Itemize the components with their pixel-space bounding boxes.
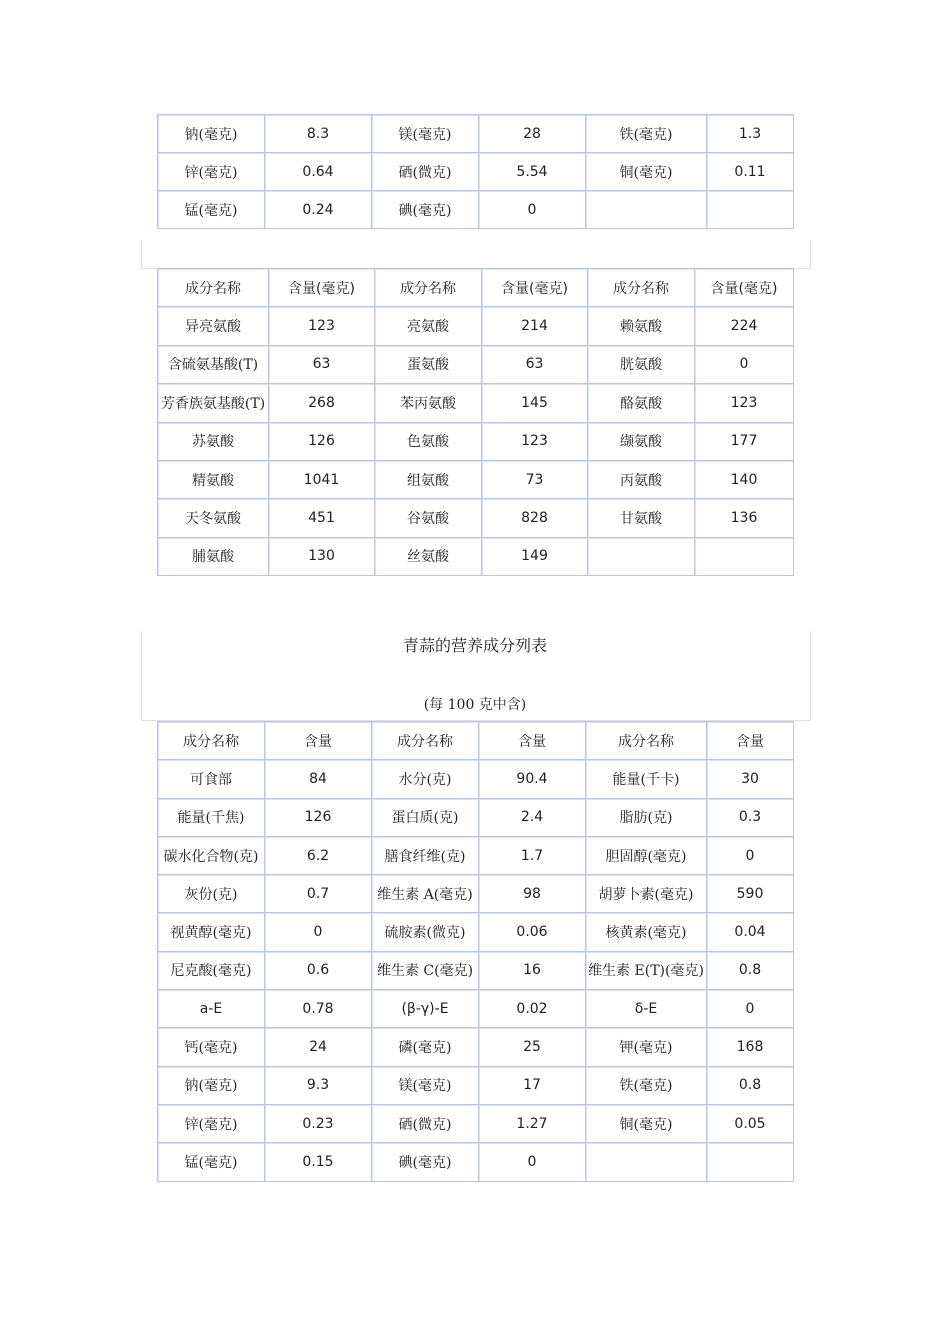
nutrient-value-cell: 0.3 <box>707 798 794 836</box>
nutrient-name-cell: 脯氨酸 <box>158 537 269 575</box>
nutrient-table <box>157 721 794 1182</box>
nutrient-name-cell: 异亮氨酸 <box>158 307 269 345</box>
nutrient-name-cell: 芳香族氨基酸(T) <box>158 384 269 422</box>
nutrient-name-cell: 维生素 A(毫克) <box>372 875 479 913</box>
nutrient-value-cell: 149 <box>482 537 588 575</box>
nutrient-value-cell: 0 <box>479 1143 586 1181</box>
column-header: 含量 <box>707 722 794 760</box>
nutrient-name-cell: (β-γ)-E <box>372 990 479 1028</box>
nutrient-value-cell: 0.24 <box>265 191 372 229</box>
nutrient-value-cell: 0.8 <box>707 951 794 989</box>
nutrient-value-cell: 0 <box>695 345 794 383</box>
nutrient-value-cell <box>707 191 794 229</box>
nutrient-value-cell: 0.78 <box>265 990 372 1028</box>
nutrient-value-cell <box>707 1143 794 1181</box>
nutrient-name-cell: 硒(微克) <box>372 153 479 191</box>
nutrient-value-cell: 268 <box>269 384 375 422</box>
column-header: 含量 <box>479 722 586 760</box>
nutrient-value-cell: 2.4 <box>479 798 586 836</box>
nutrient-name-cell: 铁(毫克) <box>586 1066 707 1104</box>
nutrient-value-cell: 24 <box>265 1028 372 1066</box>
nutrient-name-cell: 亮氨酸 <box>375 307 482 345</box>
nutrient-name-cell: 色氨酸 <box>375 422 482 460</box>
nutrient-value-cell: 0.04 <box>707 913 794 951</box>
nutrient-name-cell <box>588 537 695 575</box>
nutrient-name-cell: 钙(毫克) <box>158 1028 265 1066</box>
nutrient-value-cell: 0 <box>707 990 794 1028</box>
nutrient-value-cell: 1.3 <box>707 115 794 153</box>
nutrient-value-cell: 0.15 <box>265 1143 372 1181</box>
table-row <box>158 1104 794 1142</box>
nutrient-name-cell: 苯丙氨酸 <box>375 384 482 422</box>
table-row <box>158 990 794 1028</box>
nutrient-value-cell: 90.4 <box>479 760 586 798</box>
page-title: 青蒜的营养成分列表 <box>402 636 547 655</box>
table-row <box>158 384 794 422</box>
nutrient-value-cell: 123 <box>695 384 794 422</box>
nutrient-name-cell: 水分(克) <box>372 760 479 798</box>
table-row <box>158 307 794 345</box>
table-row <box>158 115 794 153</box>
nutrient-name-cell: 核黄素(毫克) <box>586 913 707 951</box>
nutrient-value-cell: 25 <box>479 1028 586 1066</box>
table-row <box>158 951 794 989</box>
nutrient-value-cell: 214 <box>482 307 588 345</box>
nutrient-name-cell: 缬氨酸 <box>588 422 695 460</box>
table-header-row <box>158 269 794 307</box>
nutrient-name-cell: 硒(微克) <box>372 1104 479 1142</box>
nutrient-value-cell <box>695 537 794 575</box>
table-row <box>158 875 794 913</box>
nutrient-value-cell: 126 <box>269 422 375 460</box>
nutrient-name-cell: 硫胺素(微克) <box>372 913 479 951</box>
table-row <box>158 191 794 229</box>
nutrient-value-cell: 9.3 <box>265 1066 372 1104</box>
table-row <box>158 499 794 537</box>
nutrient-value-cell: 0.6 <box>265 951 372 989</box>
nutrient-name-cell <box>586 191 707 229</box>
nutrient-name-cell: δ-E <box>586 990 707 1028</box>
nutrient-value-cell: 0.7 <box>265 875 372 913</box>
nutrient-name-cell: 膳食纤维(克) <box>372 836 479 874</box>
page-subtitle: (每 100 克中含) <box>423 697 527 713</box>
nutrient-value-cell: 0.05 <box>707 1104 794 1142</box>
nutrient-value-cell: 136 <box>695 499 794 537</box>
nutrient-name-cell: 铜(毫克) <box>586 153 707 191</box>
nutrient-name-cell: 胱氨酸 <box>588 345 695 383</box>
nutrient-value-cell: 0 <box>707 836 794 874</box>
nutrient-name-cell: 钾(毫克) <box>586 1028 707 1066</box>
nutrient-name-cell: 苏氨酸 <box>158 422 269 460</box>
nutrient-name-cell: 灰份(克) <box>158 875 265 913</box>
nutrient-name-cell: 磷(毫克) <box>372 1028 479 1066</box>
nutrient-name-cell: 蛋白质(克) <box>372 798 479 836</box>
nutrient-name-cell: 锰(毫克) <box>158 1143 265 1181</box>
nutrient-value-cell: 177 <box>695 422 794 460</box>
nutrient-value-cell: 5.54 <box>479 153 586 191</box>
nutrient-name-cell: 碘(毫克) <box>372 1143 479 1181</box>
table-row <box>158 1028 794 1066</box>
table-row <box>158 345 794 383</box>
nutrient-name-cell: 维生素 C(毫克) <box>372 951 479 989</box>
nutrient-name-cell: 丙氨酸 <box>588 460 695 498</box>
table-row <box>158 1143 794 1181</box>
nutrient-name-cell: 可食部 <box>158 760 265 798</box>
nutrient-name-cell: a-E <box>158 990 265 1028</box>
table-row <box>158 798 794 836</box>
table-row <box>158 836 794 874</box>
table-row <box>158 460 794 498</box>
nutrient-value-cell: 8.3 <box>265 115 372 153</box>
nutrient-name-cell: 赖氨酸 <box>588 307 695 345</box>
nutrient-value-cell: 0.02 <box>479 990 586 1028</box>
nutrient-name-cell: 组氨酸 <box>375 460 482 498</box>
nutrient-value-cell: 73 <box>482 460 588 498</box>
nutrient-name-cell: 能量(千卡) <box>586 760 707 798</box>
nutrient-name-cell: 锰(毫克) <box>158 191 265 229</box>
nutrient-value-cell: 590 <box>707 875 794 913</box>
nutrient-value-cell: 224 <box>695 307 794 345</box>
table-row <box>158 913 794 951</box>
nutrient-name-cell: 天冬氨酸 <box>158 499 269 537</box>
nutrient-value-cell: 168 <box>707 1028 794 1066</box>
nutrient-value-cell: 0 <box>265 913 372 951</box>
nutrient-name-cell: 视黄醇(毫克) <box>158 913 265 951</box>
nutrient-value-cell: 84 <box>265 760 372 798</box>
table-header-row <box>158 722 794 760</box>
nutrient-value-cell: 6.2 <box>265 836 372 874</box>
nutrient-name-cell: 碳水化合物(克) <box>158 836 265 874</box>
nutrient-name-cell: 维生素 E(T)(毫克) <box>586 951 707 989</box>
nutrient-value-cell: 63 <box>482 345 588 383</box>
nutrient-value-cell: 1.27 <box>479 1104 586 1142</box>
nutrient-value-cell: 0.11 <box>707 153 794 191</box>
nutrient-name-cell: 胆固醇(毫克) <box>586 836 707 874</box>
column-header: 成分名称 <box>372 722 479 760</box>
nutrient-name-cell: 镁(毫克) <box>372 1066 479 1104</box>
nutrient-value-cell: 126 <box>265 798 372 836</box>
nutrient-name-cell: 甘氨酸 <box>588 499 695 537</box>
nutrient-value-cell: 30 <box>707 760 794 798</box>
nutrient-name-cell: 钠(毫克) <box>158 115 265 153</box>
nutrient-name-cell: 钠(毫克) <box>158 1066 265 1104</box>
nutrient-value-cell: 0.06 <box>479 913 586 951</box>
column-header: 成分名称 <box>158 722 265 760</box>
nutrient-name-cell: 胡萝卜素(毫克) <box>586 875 707 913</box>
table-frame <box>141 240 811 269</box>
nutrient-value-cell: 98 <box>479 875 586 913</box>
nutrient-name-cell: 镁(毫克) <box>372 115 479 153</box>
nutrient-value-cell: 1.7 <box>479 836 586 874</box>
column-header: 成分名称 <box>375 269 482 307</box>
nutrient-name-cell: 能量(千焦) <box>158 798 265 836</box>
column-header: 含量(毫克) <box>269 269 375 307</box>
nutrient-name-cell: 酪氨酸 <box>588 384 695 422</box>
nutrient-value-cell: 451 <box>269 499 375 537</box>
column-header: 含量 <box>265 722 372 760</box>
nutrient-name-cell: 精氨酸 <box>158 460 269 498</box>
table-row <box>158 1066 794 1104</box>
nutrient-value-cell: 130 <box>269 537 375 575</box>
nutrient-name-cell: 含硫氨基酸(T) <box>158 345 269 383</box>
nutrient-value-cell: 0.23 <box>265 1104 372 1142</box>
nutrient-value-cell: 16 <box>479 951 586 989</box>
table-row <box>158 422 794 460</box>
nutrient-name-cell: 丝氨酸 <box>375 537 482 575</box>
nutrient-value-cell: 28 <box>479 115 586 153</box>
table-row <box>158 760 794 798</box>
nutrient-name-cell: 铜(毫克) <box>586 1104 707 1142</box>
nutrient-value-cell: 0.64 <box>265 153 372 191</box>
nutrient-value-cell: 123 <box>269 307 375 345</box>
nutrient-value-cell: 0.8 <box>707 1066 794 1104</box>
nutrient-name-cell: 铁(毫克) <box>586 115 707 153</box>
nutrient-name-cell: 尼克酸(毫克) <box>158 951 265 989</box>
nutrient-value-cell: 1041 <box>269 460 375 498</box>
nutrient-value-cell: 0 <box>479 191 586 229</box>
column-header: 成分名称 <box>158 269 269 307</box>
minerals-table-partial <box>157 114 794 229</box>
table-row <box>158 537 794 575</box>
nutrient-name-cell: 脂肪(克) <box>586 798 707 836</box>
nutrient-name-cell <box>586 1143 707 1181</box>
amino-acid-table <box>157 268 794 576</box>
nutrient-name-cell: 碘(毫克) <box>372 191 479 229</box>
nutrient-name-cell: 蛋氨酸 <box>375 345 482 383</box>
nutrient-value-cell: 123 <box>482 422 588 460</box>
nutrient-name-cell: 谷氨酸 <box>375 499 482 537</box>
nutrient-name-cell: 锌(毫克) <box>158 153 265 191</box>
nutrient-value-cell: 828 <box>482 499 588 537</box>
nutrient-name-cell: 锌(毫克) <box>158 1104 265 1142</box>
table-row <box>158 153 794 191</box>
nutrient-value-cell: 145 <box>482 384 588 422</box>
column-header: 含量(毫克) <box>482 269 588 307</box>
column-header: 含量(毫克) <box>695 269 794 307</box>
nutrient-value-cell: 63 <box>269 345 375 383</box>
column-header: 成分名称 <box>586 722 707 760</box>
nutrient-value-cell: 17 <box>479 1066 586 1104</box>
column-header: 成分名称 <box>588 269 695 307</box>
nutrient-value-cell: 140 <box>695 460 794 498</box>
